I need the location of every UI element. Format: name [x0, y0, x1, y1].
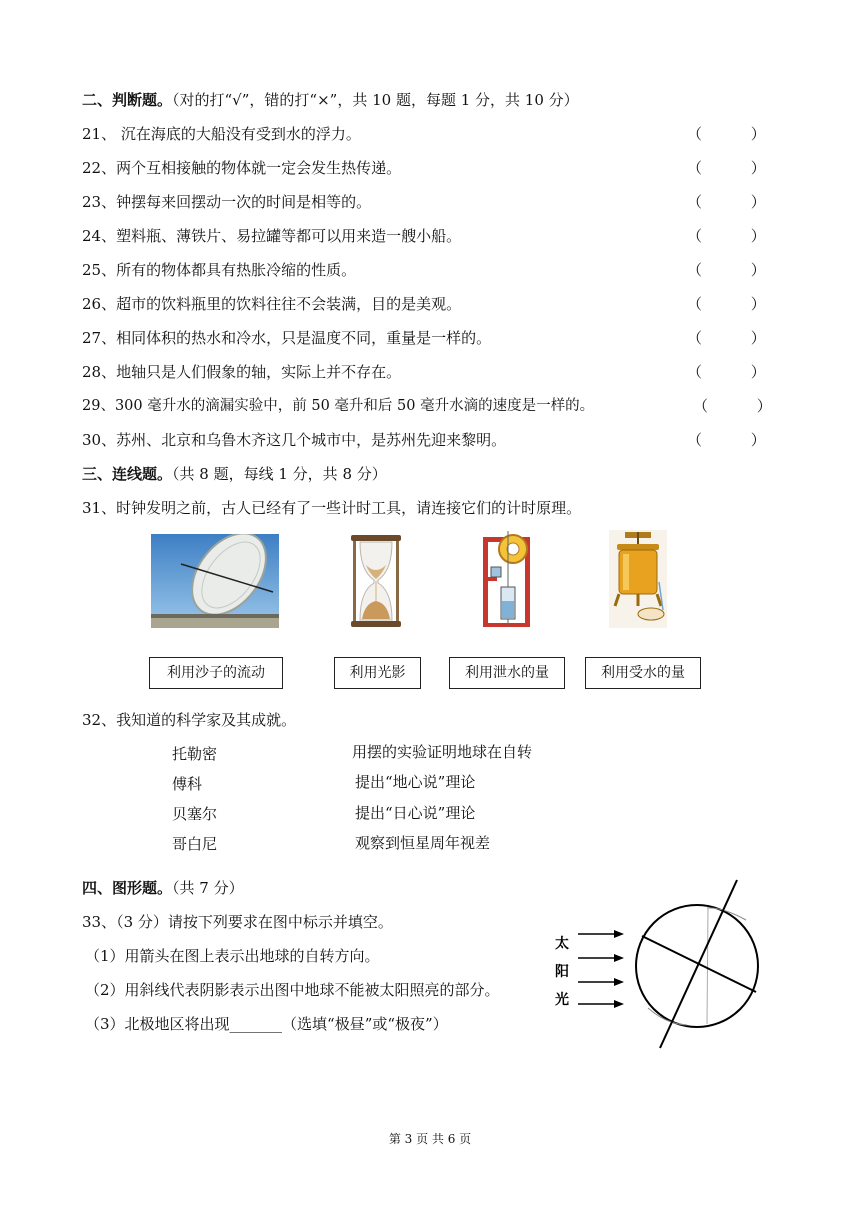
answer-blank-26[interactable]: （ ）	[687, 295, 788, 313]
question-33-part-2: （2）用斜线代表阴影表示出图中地球不能被太阳照亮的部分。	[85, 981, 500, 999]
section4-header	[82, 878, 244, 898]
answer-blank-30[interactable]: （ ）	[687, 431, 788, 449]
sun-label-char: 阳	[555, 964, 569, 980]
question-33: 33、（3 分）请按下列要求在图中标示并填空。	[82, 913, 393, 931]
outflow-water-clock-image	[481, 527, 535, 629]
sun-label-char: 光	[555, 992, 569, 1008]
latitude-arc-north	[707, 908, 746, 920]
section2-note: （对的打“√”，错的打“×”，共 10 题，每题 1 分，共 10 分）	[172, 91, 579, 109]
answer-blank-21[interactable]: （ ）	[687, 125, 788, 143]
page-number: 第 3 页 共 6 页	[388, 1132, 472, 1146]
achievement-text[interactable]: 提出“日心说”理论	[355, 804, 476, 822]
section4-note: （共 7 分）	[172, 879, 244, 897]
question-25: 25、所有的物体都具有热胀冷缩的性质。	[82, 261, 357, 279]
answer-blank-24[interactable]: （ ）	[687, 227, 788, 245]
principle-box-outflow[interactable]: 利用泄水的量	[449, 657, 565, 689]
question-32: 32、我知道的科学家及其成就。	[82, 711, 297, 729]
meridian-line	[707, 908, 708, 1024]
question-21: 21、 沉在海底的大船没有受到水的浮力。	[82, 125, 361, 143]
question-22: 22、两个互相接触的物体就一定会发生热传递。	[82, 159, 402, 177]
scientist-name[interactable]: 贝塞尔	[172, 805, 218, 823]
question-31: 31、时钟发明之前，古人已经有了一些计时工具，请连接它们的计时原理。	[82, 499, 582, 517]
achievement-text[interactable]: 用摆的实验证明地球在自转	[352, 743, 533, 761]
latitude-arc-south	[648, 1008, 687, 1025]
question-33-part-1: （1）用箭头在图上表示出地球的自转方向。	[85, 947, 380, 965]
question-28: 28、地轴只是人们假象的轴，实际上并不存在。	[82, 363, 402, 381]
scientist-name[interactable]: 哥白尼	[172, 835, 218, 853]
inflow-water-clock-image	[609, 530, 667, 628]
question-26: 26、超市的饮料瓶里的饮料往往不会装满，目的是美观。	[82, 295, 462, 313]
section3-heading: 三、连线题。	[82, 465, 173, 483]
scientist-name[interactable]: 傅科	[172, 775, 203, 793]
question-23: 23、钟摆每来回摆动一次的时间是相等的。	[82, 193, 372, 211]
section2-heading: 二、判断题。	[82, 91, 173, 109]
sunlight-arrows	[578, 930, 624, 1008]
question-24: 24、塑料瓶、薄铁片、易拉罐等都可以用来造一艘小船。	[82, 227, 462, 245]
section2-header	[82, 90, 579, 110]
question-30: 30、苏州、北京和乌鲁木齐这几个城市中，是苏州先迎来黎明。	[82, 431, 507, 449]
question-29: 29、300 毫升水的滴漏实验中，前 50 毫升和后 50 毫升水滴的速度是一样的。	[82, 398, 595, 414]
earth-diagram-svg	[550, 876, 780, 1056]
question-27: 27、相同体积的热水和冷水，只是温度不同，重量是一样的。	[82, 329, 492, 347]
principle-box-light[interactable]: 利用光影	[334, 657, 421, 689]
sundial-image	[151, 534, 279, 628]
section3-note: （共 8 题，每线 1 分，共 8 分）	[172, 465, 387, 483]
answer-blank-25[interactable]: （ ）	[687, 261, 788, 279]
answer-blank-28[interactable]: （ ）	[687, 363, 788, 381]
hourglass-image	[349, 533, 403, 629]
principle-box-sand[interactable]: 利用沙子的流动	[149, 657, 283, 689]
scientist-name[interactable]: 托勒密	[172, 745, 218, 763]
answer-blank-27[interactable]: （ ）	[687, 329, 788, 347]
achievement-text[interactable]: 观察到恒星周年视差	[355, 834, 491, 852]
answer-blank-22[interactable]: （ ）	[687, 159, 788, 177]
earth-diagram[interactable]	[550, 876, 780, 1056]
sun-label-char: 太	[555, 936, 569, 952]
answer-blank-29[interactable]: （ ）	[693, 397, 794, 415]
question-33-part-3[interactable]: （3）北极地区将出现_______（选填“极昼”或“极夜”）	[85, 1015, 448, 1033]
section3-header	[82, 464, 387, 484]
principle-box-inflow[interactable]: 利用受水的量	[585, 657, 701, 689]
section4-heading: 四、图形题。	[82, 879, 173, 897]
terminator-line	[642, 936, 756, 992]
answer-blank-23[interactable]: （ ）	[687, 193, 788, 211]
achievement-text[interactable]: 提出“地心说”理论	[355, 773, 476, 791]
